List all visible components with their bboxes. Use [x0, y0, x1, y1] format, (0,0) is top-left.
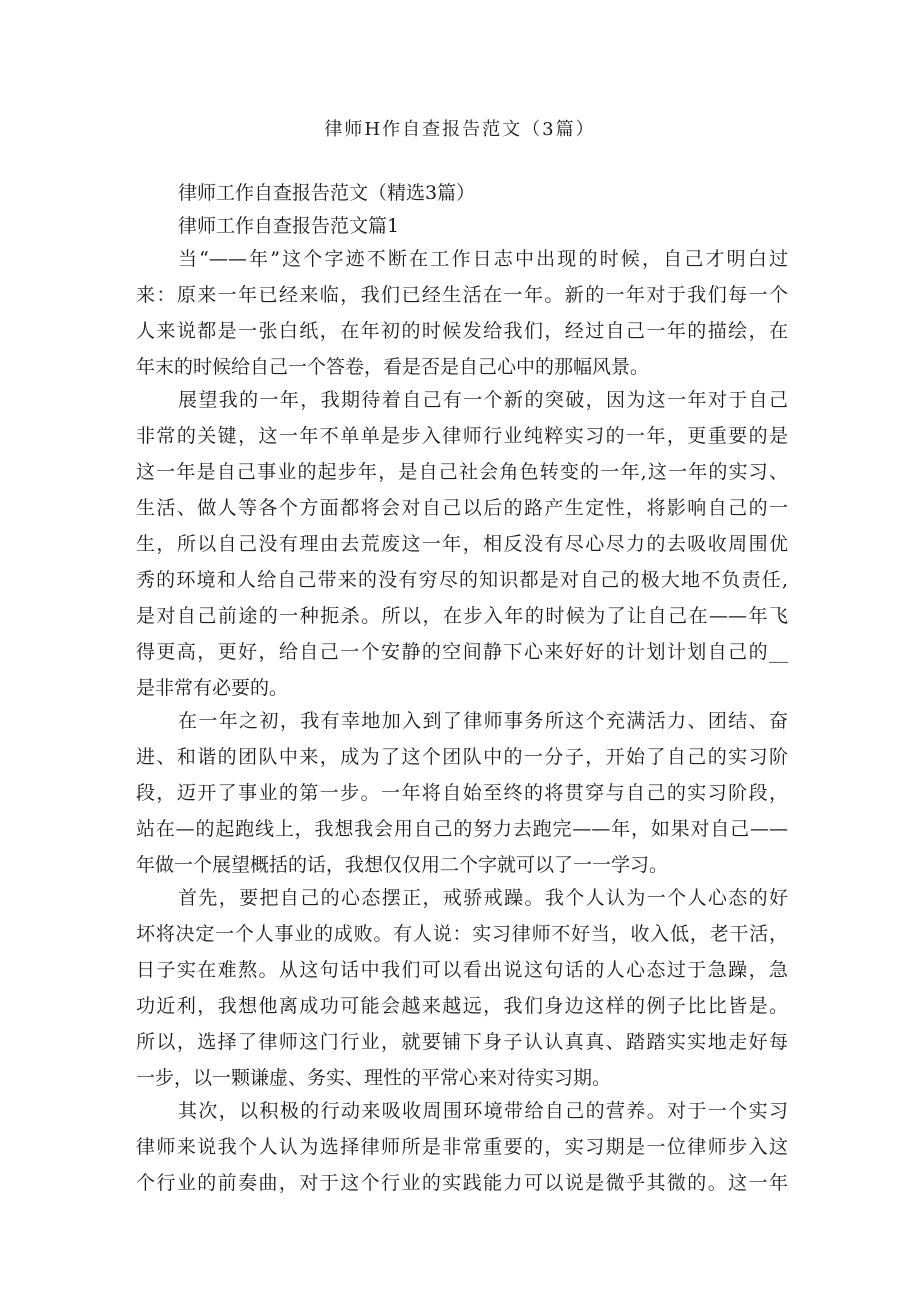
- paragraph-line: 年末的时候给自己一个答卷，看是否是自己心中的那幅风景。: [136, 356, 650, 378]
- paragraph-line: 个行业的前奏曲，对于这个行业的实践能力可以说是微乎其微的。这一年: [136, 1172, 788, 1194]
- paragraph-line: 非常的关键，这一年不单单是步入律师行业纯粹实习的一年，更重要的是: [136, 425, 788, 447]
- paragraph-line: 一步，以一颗谦虚、务实、理性的平常心来对待实习期。: [136, 1067, 612, 1089]
- paragraph-line: 功近利，我想他离成功可能会越来越远，我们身边这样的例子比比皆是。: [136, 995, 788, 1017]
- paragraph-line: 当“——年”这个字迹不断在工作日志中出现的时候，自己才明白过: [178, 248, 788, 270]
- paragraph-line: 段，迈开了事业的第一步。一年将自始至终的将贯穿与自己的实习阶段，: [136, 782, 788, 804]
- section-heading: 律师工作自查报告范文篇1: [178, 215, 400, 237]
- paragraph-3: [136, 706, 788, 880]
- paragraph-line: 在一年之初，我有幸地加入到了律师事务所这个充满活力、团结、奋: [178, 710, 788, 732]
- paragraph-line: 展望我的一年，我期待着自己有一个新的突破，因为这一年对于自己: [178, 389, 788, 411]
- paragraph-line: 是非常有必要的。: [136, 677, 289, 699]
- document-subtitle: 律师工作自查报告范文（精选3篇）: [178, 182, 476, 204]
- paragraph-line: 坏将决定一个人事业的成败。有人说：实习律师不好当，收入低，老干活，: [136, 923, 788, 945]
- paragraph-4: [136, 883, 788, 1093]
- paragraph-line: 来：原来一年已经来临，我们已经生活在一年。新的一年对于我们每一个: [136, 284, 788, 306]
- paragraph-line: 人来说都是一张白纸，在年初的时候发给我们，经过自己一年的描绘，在: [136, 320, 788, 342]
- paragraph-line: 日子实在难熬。从这句话中我们可以看出说这句话的人心态过于急躁，急: [136, 959, 788, 981]
- document-title: 律师H作自查报告范文（3篇）: [324, 119, 596, 140]
- paragraph-line: 首先，要把自己的心态摆正，戒骄戒躁。我个人认为一个人心态的好: [178, 887, 788, 909]
- paragraph-line: 其次，以积极的行动来吸收周围环境带给自己的营养。对于一个实习: [178, 1100, 788, 1122]
- paragraph-line: 所以，选择了律师这门行业，就要铺下身子认认真真、踏踏实实地走好每: [136, 1031, 788, 1053]
- paragraph-line: 这一年是自己事业的起步年，是自己社会角色转变的一年,这一年的实习、: [136, 461, 788, 483]
- document-body: [136, 178, 788, 1198]
- paragraph-5: [136, 1096, 788, 1198]
- paragraph-line: 生活、做人等各个方面都将会对自己以后的路产生定性，将影响自己的一: [136, 497, 788, 519]
- paragraph-line: 是对自己前途的一种扼杀。所以，在步入年的时候为了让自己在——年飞: [136, 605, 788, 627]
- paragraph-line: 律师来说我个人认为选择律师所是非常重要的，实习期是一位律师步入这: [136, 1136, 788, 1158]
- paragraph-line: 站在—的起跑线上，我想我会用自己的努力去跑完——年，如果对自己——: [136, 818, 788, 840]
- paragraph-line: 秀的环境和人给自己带来的没有穷尽的知识都是对自己的极大地不负责任,: [136, 569, 788, 591]
- paragraph-line: 生，所以自己没有理由去荒废这一年，相反没有尽心尽力的去吸收周围优: [136, 533, 788, 555]
- paragraph-1: [136, 244, 788, 382]
- paragraph-2: [136, 385, 788, 703]
- paragraph-line: 进、和谐的团队中来，成为了这个团队中的一分子，开始了自己的实习阶: [136, 746, 788, 768]
- paragraph-line: 年做一个展望概括的话，我想仅仅用二个字就可以了一一学习。: [136, 854, 669, 876]
- paragraph-line: 得更高，更好，给自己一个安静的空间静下心来好好的计划计划自己的__: [136, 641, 788, 663]
